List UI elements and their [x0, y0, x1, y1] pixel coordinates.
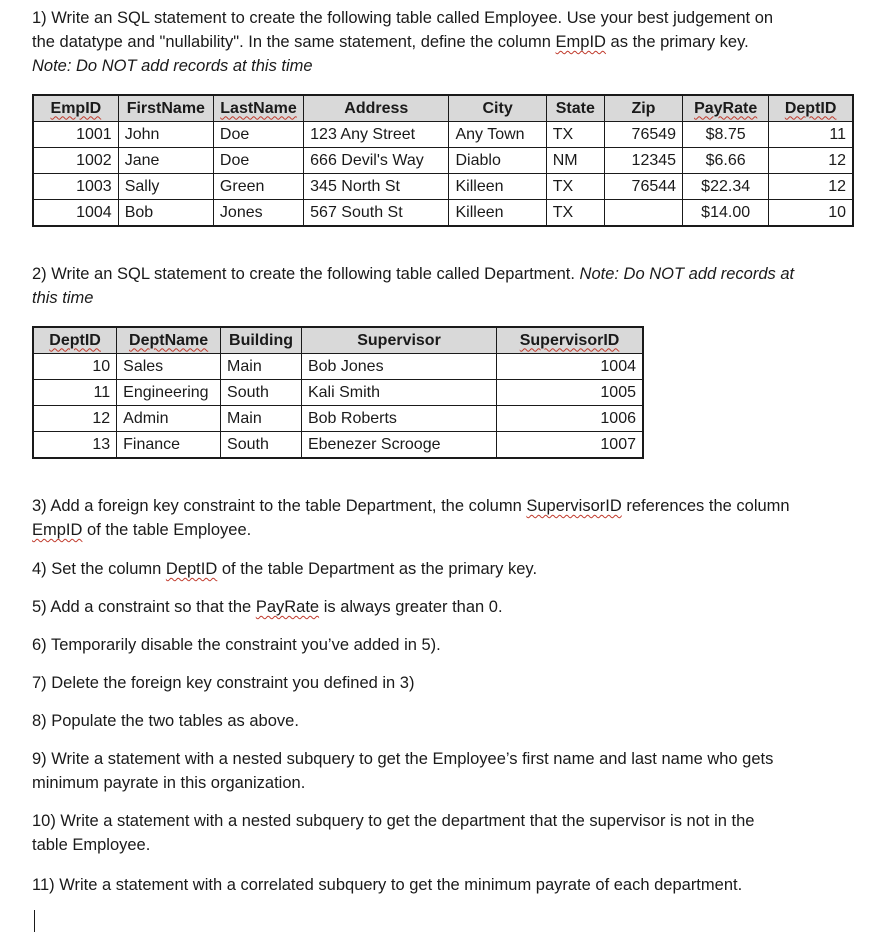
question-8: 8) Populate the two tables as above. [32, 712, 299, 730]
cell-lastname: Doe [213, 148, 303, 174]
col-header-zip: Zip [604, 95, 682, 122]
question-10-line-2: table Employee. [32, 836, 151, 854]
cell-firstname: John [118, 122, 213, 148]
cell-supervisorid: 1007 [497, 432, 643, 459]
cell-deptname: Sales [117, 354, 221, 380]
cell-building: Main [221, 406, 302, 432]
cell-deptid: 13 [33, 432, 117, 459]
cell-firstname: Jane [118, 148, 213, 174]
cell-city: Killeen [449, 200, 546, 227]
col-header-firstname: FirstName [118, 95, 213, 122]
cell-deptid: 10 [33, 354, 117, 380]
cell-state: NM [546, 148, 604, 174]
col-header-city: City [449, 95, 546, 122]
cell-building: South [221, 380, 302, 406]
cell-empid: 1004 [33, 200, 118, 227]
cell-firstname: Bob [118, 200, 213, 227]
cell-deptname: Admin [117, 406, 221, 432]
cell-building: South [221, 432, 302, 459]
question-4 [32, 557, 862, 581]
cell-empid: 1003 [33, 174, 118, 200]
cell-city: Any Town [449, 122, 546, 148]
question-2-line-1 [32, 262, 862, 286]
col-header-address: Address [304, 95, 449, 122]
question-3-text-mid: references the column [621, 497, 790, 515]
question-9 [32, 747, 862, 795]
supervisorid-keyword: SupervisorID [526, 497, 622, 515]
question-1 [32, 6, 862, 78]
cell-address: 666 Devil's Way [304, 148, 449, 174]
empid-keyword: EmpID [32, 521, 83, 539]
payrate-keyword: PayRate [255, 598, 320, 616]
cell-supervisorid: 1005 [497, 380, 643, 406]
question-4-text: 4) Set the column [32, 560, 166, 578]
question-10 [32, 809, 862, 857]
col-header-empid: EmpID [33, 95, 118, 122]
cell-deptname: Finance [117, 432, 221, 459]
table-row [33, 122, 853, 148]
question-2-note: Note: Do NOT add records at [579, 265, 795, 283]
cell-supervisor: Bob Roberts [301, 406, 496, 432]
table-row [33, 148, 853, 174]
question-3-line-1 [32, 494, 862, 518]
col-header-supervisor: Supervisor [301, 327, 496, 354]
table-row [33, 432, 643, 459]
question-3 [32, 494, 862, 542]
cell-building: Main [221, 354, 302, 380]
question-1-text-end: as the primary key. [605, 33, 749, 51]
cell-address: 345 North St [304, 174, 449, 200]
cell-address: 567 South St [304, 200, 449, 227]
question-2 [32, 262, 862, 310]
cell-city: Killeen [449, 174, 546, 200]
question-5 [32, 595, 862, 619]
cell-deptname: Engineering [117, 380, 221, 406]
empid-keyword: EmpID [555, 33, 606, 51]
cell-state: TX [546, 174, 604, 200]
question-5-text-end: is always greater than 0. [319, 598, 503, 616]
cell-supervisor: Bob Jones [301, 354, 496, 380]
question-1-text: the datatype and "nullability". In the same statement, define the column [32, 33, 556, 51]
department-table [32, 326, 644, 459]
cell-address: 123 Any Street [304, 122, 449, 148]
col-header-building: Building [221, 327, 302, 354]
col-header-deptid: DeptID [33, 327, 117, 354]
question-9-line-2: minimum payrate in this organization. [32, 774, 306, 792]
cell-payrate: $8.75 [683, 122, 769, 148]
cell-deptid: 10 [769, 200, 853, 227]
cell-lastname: Jones [213, 200, 303, 227]
col-header-lastname: LastName [213, 95, 303, 122]
question-9-line-1: 9) Write a statement with a nested subquery to get the Employee’s first name and last name who gets [32, 750, 774, 768]
cell-deptid: 11 [769, 122, 853, 148]
employee-table [32, 94, 854, 227]
cell-firstname: Sally [118, 174, 213, 200]
question-7: 7) Delete the foreign key constraint you defined in 3) [32, 674, 415, 692]
cell-lastname: Doe [213, 122, 303, 148]
cell-zip [604, 200, 682, 227]
table-row [33, 174, 853, 200]
table-row [33, 354, 643, 380]
cell-lastname: Green [213, 174, 303, 200]
question-11: 11) Write a statement with a correlated subquery to get the minimum payrate of each department. [32, 876, 743, 894]
col-header-payrate: PayRate [683, 95, 769, 122]
cell-deptid: 11 [33, 380, 117, 406]
cell-payrate: $14.00 [683, 200, 769, 227]
question-2-text: 2) Write an SQL statement to create the following table called Department. [32, 265, 580, 283]
cell-zip: 12345 [604, 148, 682, 174]
cell-payrate: $22.34 [683, 174, 769, 200]
cell-zip: 76549 [604, 122, 682, 148]
question-1-line-1: 1) Write an SQL statement to create the following table called Employee. Use your best judgement on [32, 9, 774, 27]
cell-supervisorid: 1006 [497, 406, 643, 432]
employee-header-row [33, 95, 853, 122]
question-10-line-1: 10) Write a statement with a nested subquery to get the department that the supervisor is not in the [32, 812, 755, 830]
col-header-state: State [546, 95, 604, 122]
cell-supervisor: Kali Smith [301, 380, 496, 406]
table-row [33, 380, 643, 406]
question-4-text-end: of the table Department as the primary key. [217, 560, 538, 578]
cell-deptid: 12 [33, 406, 117, 432]
col-header-deptname: DeptName [117, 327, 221, 354]
cell-state: TX [546, 122, 604, 148]
question-3-text: 3) Add a foreign key constraint to the table Department, the column [32, 497, 527, 515]
col-header-supervisorid: SupervisorID [497, 327, 643, 354]
deptid-keyword: DeptID [165, 560, 218, 578]
question-3-line-2 [32, 518, 862, 542]
department-header-row [33, 327, 643, 354]
cell-state: TX [546, 200, 604, 227]
question-5-text: 5) Add a constraint so that the [32, 598, 256, 616]
table-row [33, 200, 853, 227]
question-3-text-end: of the table Employee. [82, 521, 252, 539]
cell-supervisor: Ebenezer Scrooge [301, 432, 496, 459]
question-2-note-end: this time [32, 289, 94, 307]
question-1-note: Note: Do NOT add records at this time [32, 57, 313, 75]
cell-deptid: 12 [769, 148, 853, 174]
question-6: 6) Temporarily disable the constraint you’ve added in 5). [32, 636, 441, 654]
cell-empid: 1002 [33, 148, 118, 174]
question-1-line-2 [32, 30, 862, 54]
table-row [33, 406, 643, 432]
cell-zip: 76544 [604, 174, 682, 200]
cell-deptid: 12 [769, 174, 853, 200]
col-header-deptid: DeptID [769, 95, 853, 122]
cell-payrate: $6.66 [683, 148, 769, 174]
cell-empid: 1001 [33, 122, 118, 148]
cell-city: Diablo [449, 148, 546, 174]
text-cursor[interactable] [34, 910, 35, 932]
cell-supervisorid: 1004 [497, 354, 643, 380]
